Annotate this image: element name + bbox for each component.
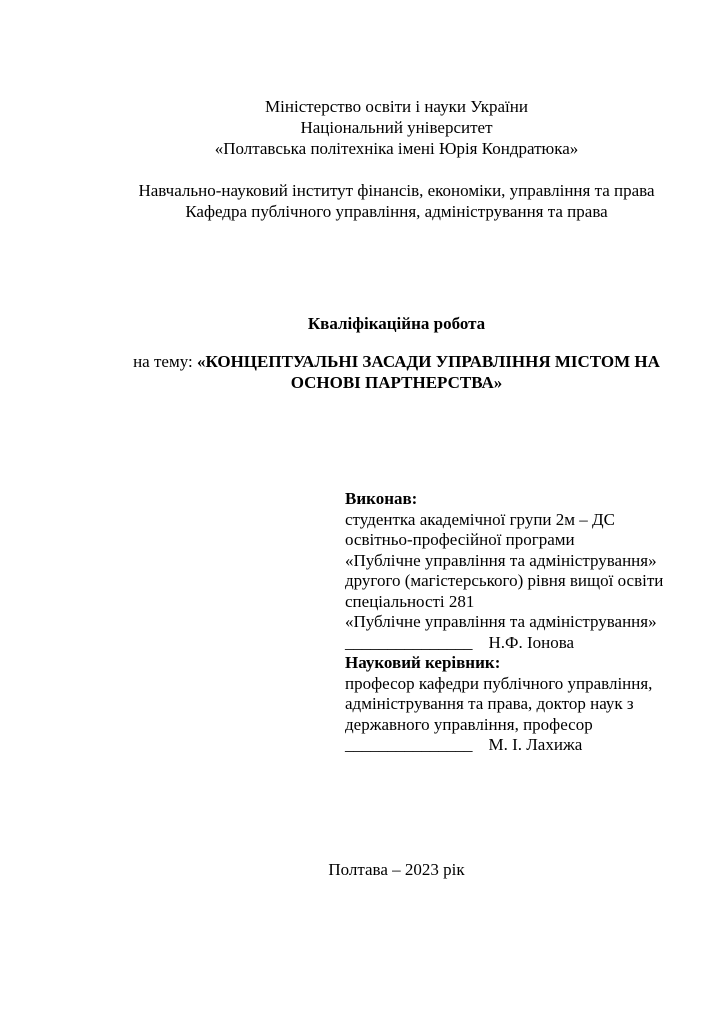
supervisor-signature-line: _______________ xyxy=(345,735,473,754)
ministry-line: Міністерство освіти і науки України xyxy=(265,97,528,116)
work-type-title xyxy=(103,313,690,334)
executor-detail-line: освітньо-професійної програми xyxy=(345,530,575,549)
executor-detail-line: другого (магістерського) рівня вищої освіти xyxy=(345,571,664,590)
topic-prefix: на тему: xyxy=(133,352,197,371)
credits-block xyxy=(345,489,715,756)
executor-detail-line: спеціальності 281 xyxy=(345,591,475,611)
topic-title: «КОНЦЕПТУАЛЬНІ ЗАСАДИ УПРАВЛІННЯ МІСТОМ НА ОСНОВІ ПАРТНЕРСТВА» xyxy=(196,352,660,392)
university-line: Національний університет xyxy=(300,118,493,137)
university-name-line: «Полтавська політехніка імені Юрія Кондратюка» xyxy=(214,139,579,158)
executor-heading: Виконав: xyxy=(345,489,418,508)
work-topic xyxy=(103,351,690,393)
institute-line: Навчально-науковий інститут фінансів, економіки, управління та права xyxy=(138,181,655,200)
executor-detail-line: «Публічне управління та адміністрування» xyxy=(345,550,657,570)
executor-detail-line: студентка академічної групи 2м – ДС xyxy=(345,509,615,529)
executor-name: Н.Ф. Іонова xyxy=(488,632,575,652)
supervisor-detail-line: державного управління, професор xyxy=(345,714,593,734)
executor-signature-row xyxy=(345,633,715,654)
executor-signature-line: _______________ xyxy=(345,632,473,652)
supervisor-heading: Науковий керівник: xyxy=(345,653,501,672)
city-year-label: Полтава – 2023 рік xyxy=(328,860,465,879)
supervisor-signature-row xyxy=(345,735,715,756)
supervisor-detail-line: адміністрування та права, доктор наук з xyxy=(345,694,634,713)
supervisor-name: М. І. Лахижа xyxy=(488,735,583,754)
ministry-header xyxy=(103,96,690,159)
footer xyxy=(103,859,690,880)
executor-detail-line: «Публічне управління та адміністрування» xyxy=(345,612,657,631)
department-line: Кафедра публічного управління, адміністрування та права xyxy=(185,202,608,221)
work-type-label: Кваліфікаційна робота xyxy=(307,314,486,333)
institute-header xyxy=(103,180,690,222)
supervisor-detail-line: професор кафедри публічного управління, xyxy=(345,673,653,693)
